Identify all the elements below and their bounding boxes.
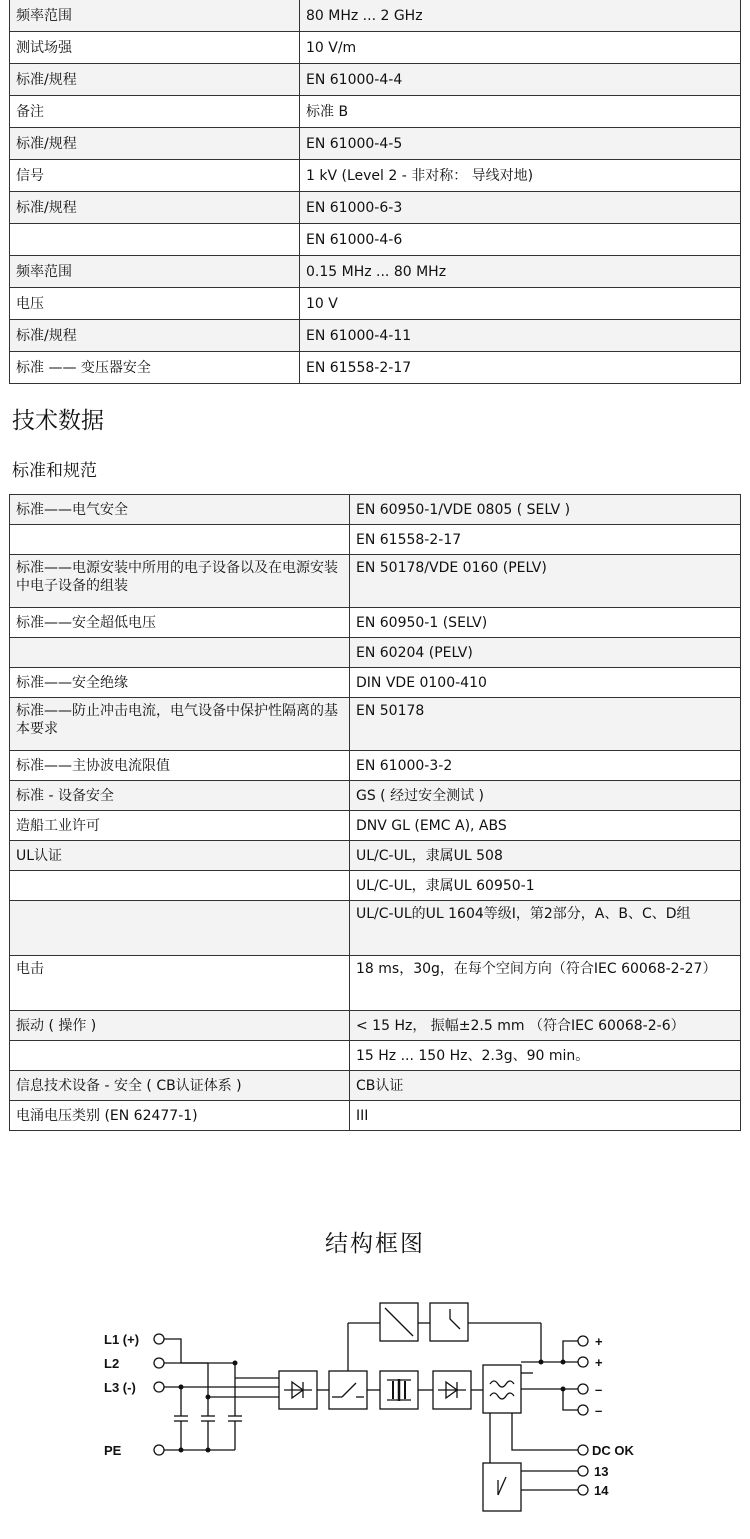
table-row bbox=[10, 192, 741, 224]
row-value: 0.15 MHz ... 80 MHz bbox=[300, 256, 741, 288]
table-row bbox=[10, 64, 741, 96]
terminal-label-14: 14 bbox=[594, 1483, 609, 1498]
row-value: DIN VDE 0100-410 bbox=[350, 668, 741, 698]
row-label: 标准/规程 bbox=[10, 128, 300, 160]
row-label: 信息技术设备 - 安全 ( CB认证体系 ) bbox=[10, 1071, 350, 1101]
row-label: 标准 - 设备安全 bbox=[10, 781, 350, 811]
row-value: CB认证 bbox=[350, 1071, 741, 1101]
row-value: EN 50178/VDE 0160 (PELV) bbox=[350, 555, 741, 608]
row-value: 10 V bbox=[300, 288, 741, 320]
table-row bbox=[10, 1011, 741, 1041]
table-row bbox=[10, 495, 741, 525]
row-value: EN 61558-2-17 bbox=[350, 525, 741, 555]
table-row bbox=[10, 128, 741, 160]
terminal-label-l3: L3 (-) bbox=[104, 1380, 136, 1395]
row-value: EN 50178 bbox=[350, 698, 741, 751]
table-row bbox=[10, 841, 741, 871]
row-label: 标准——主协波电流限值 bbox=[10, 751, 350, 781]
input-wiring bbox=[164, 1339, 279, 1450]
control-blocks bbox=[348, 1303, 541, 1371]
row-label bbox=[10, 224, 300, 256]
terminal-label-minus-2: – bbox=[595, 1403, 603, 1418]
table-row bbox=[10, 555, 741, 608]
table-row bbox=[10, 1041, 741, 1071]
row-label: 频率范围 bbox=[10, 0, 300, 32]
subsection-title: 标准和规范 bbox=[12, 461, 97, 481]
output-terminals bbox=[578, 1336, 588, 1495]
terminal-label-l1: L1 (+) bbox=[104, 1332, 140, 1347]
switch-block bbox=[329, 1371, 367, 1409]
row-label: 测试场强 bbox=[10, 32, 300, 64]
row-label: 标准/规程 bbox=[10, 64, 300, 96]
row-label: 标准——安全绝缘 bbox=[10, 668, 350, 698]
junction-dots bbox=[179, 1360, 566, 1453]
row-label bbox=[10, 638, 350, 668]
row-label: 标准——电气安全 bbox=[10, 495, 350, 525]
row-label: 信号 bbox=[10, 160, 300, 192]
row-value: EN 61000-4-11 bbox=[300, 320, 741, 352]
row-label: UL认证 bbox=[10, 841, 350, 871]
section-title: 技术数据 bbox=[12, 408, 104, 434]
row-label: 电涌电压类别 (EN 62477-1) bbox=[10, 1101, 350, 1131]
terminal-label-dc-ok: DC OK bbox=[592, 1443, 634, 1458]
row-label: 标准/规程 bbox=[10, 320, 300, 352]
diagram-title: 结构框图 bbox=[325, 1231, 425, 1257]
table-row bbox=[10, 160, 741, 192]
row-value: 18 ms，30g，在每个空间方向（符合IEC 60068-2-27） bbox=[350, 956, 741, 1011]
row-value: 15 Hz ... 150 Hz、2.3g、90 min。 bbox=[350, 1041, 741, 1071]
row-label: 造船工业许可 bbox=[10, 811, 350, 841]
table-row bbox=[10, 811, 741, 841]
table-row bbox=[10, 525, 741, 555]
table-row bbox=[10, 352, 741, 384]
table-row bbox=[10, 224, 741, 256]
table-row bbox=[10, 781, 741, 811]
row-label: 标准 —— 变压器安全 bbox=[10, 352, 300, 384]
rectifier-block bbox=[279, 1371, 317, 1409]
table-row bbox=[10, 320, 741, 352]
output-wiring bbox=[483, 1341, 578, 1511]
row-value: EN 60204 (PELV) bbox=[350, 638, 741, 668]
row-value: EN 61000-4-4 bbox=[300, 64, 741, 96]
row-value: GS ( 经过安全测试 ) bbox=[350, 781, 741, 811]
transformer-block bbox=[380, 1371, 418, 1409]
row-label: 电击 bbox=[10, 956, 350, 1011]
terminal-label-minus-1: – bbox=[595, 1382, 603, 1397]
table-row bbox=[10, 1071, 741, 1101]
table-row bbox=[10, 0, 741, 32]
row-value: 10 V/m bbox=[300, 32, 741, 64]
output-rectifier-block bbox=[433, 1371, 471, 1409]
row-value: 1 kV (Level 2 - 非对称： 导线对地) bbox=[300, 160, 741, 192]
row-label bbox=[10, 525, 350, 555]
table-row bbox=[10, 96, 741, 128]
row-value: UL/C-UL，隶属UL 508 bbox=[350, 841, 741, 871]
row-value: EN 61000-4-6 bbox=[300, 224, 741, 256]
standards-table bbox=[9, 494, 741, 1131]
row-value: DNV GL (EMC A), ABS bbox=[350, 811, 741, 841]
table-row bbox=[10, 32, 741, 64]
row-label: 振动 ( 操作 ) bbox=[10, 1011, 350, 1041]
row-value: EN 61000-3-2 bbox=[350, 751, 741, 781]
row-label: 备注 bbox=[10, 96, 300, 128]
table-row bbox=[10, 638, 741, 668]
table-row bbox=[10, 871, 741, 901]
row-label bbox=[10, 871, 350, 901]
terminal-label-plus-1: + bbox=[595, 1334, 603, 1349]
table-row bbox=[10, 901, 741, 956]
row-label: 频率范围 bbox=[10, 256, 300, 288]
row-value: EN 61000-6-3 bbox=[300, 192, 741, 224]
table-row bbox=[10, 751, 741, 781]
row-value: EN 61000-4-5 bbox=[300, 128, 741, 160]
table-row bbox=[10, 288, 741, 320]
row-value: UL/C-UL的UL 1604等级I，第2部分，A、B、C、D组 bbox=[350, 901, 741, 956]
input-terminals bbox=[154, 1334, 164, 1455]
row-label: 标准/规程 bbox=[10, 192, 300, 224]
row-value: UL/C-UL，隶属UL 60950-1 bbox=[350, 871, 741, 901]
terminal-label-13: 13 bbox=[594, 1464, 609, 1479]
table-row bbox=[10, 956, 741, 1011]
row-label bbox=[10, 1041, 350, 1071]
table-row bbox=[10, 698, 741, 751]
table-row bbox=[10, 608, 741, 638]
terminal-label-plus-2: + bbox=[595, 1355, 603, 1370]
row-value: < 15 Hz， 振幅±2.5 mm （符合IEC 60068-2-6） bbox=[350, 1011, 741, 1041]
row-label: 标准——电源安装中所用的电子设备以及在电源安装中电子设备的组装 bbox=[10, 555, 350, 608]
row-label: 标准——防止冲击电流，电气设备中保护性隔离的基本要求 bbox=[10, 698, 350, 751]
table-row bbox=[10, 1101, 741, 1131]
row-value: 标准 B bbox=[300, 96, 741, 128]
row-label: 标准——安全超低电压 bbox=[10, 608, 350, 638]
emc-spec-table bbox=[9, 0, 741, 384]
row-value: EN 61558-2-17 bbox=[300, 352, 741, 384]
row-value: III bbox=[350, 1101, 741, 1131]
table-row bbox=[10, 668, 741, 698]
row-label bbox=[10, 901, 350, 956]
terminal-label-pe: PE bbox=[104, 1443, 122, 1458]
row-label: 电压 bbox=[10, 288, 300, 320]
row-value: EN 60950-1/VDE 0805 ( SELV ) bbox=[350, 495, 741, 525]
row-value: 80 MHz ... 2 GHz bbox=[300, 0, 741, 32]
table-row bbox=[10, 256, 741, 288]
terminal-label-l2: L2 bbox=[104, 1356, 120, 1371]
block-diagram bbox=[0, 1285, 750, 1535]
row-value: EN 60950-1 (SELV) bbox=[350, 608, 741, 638]
